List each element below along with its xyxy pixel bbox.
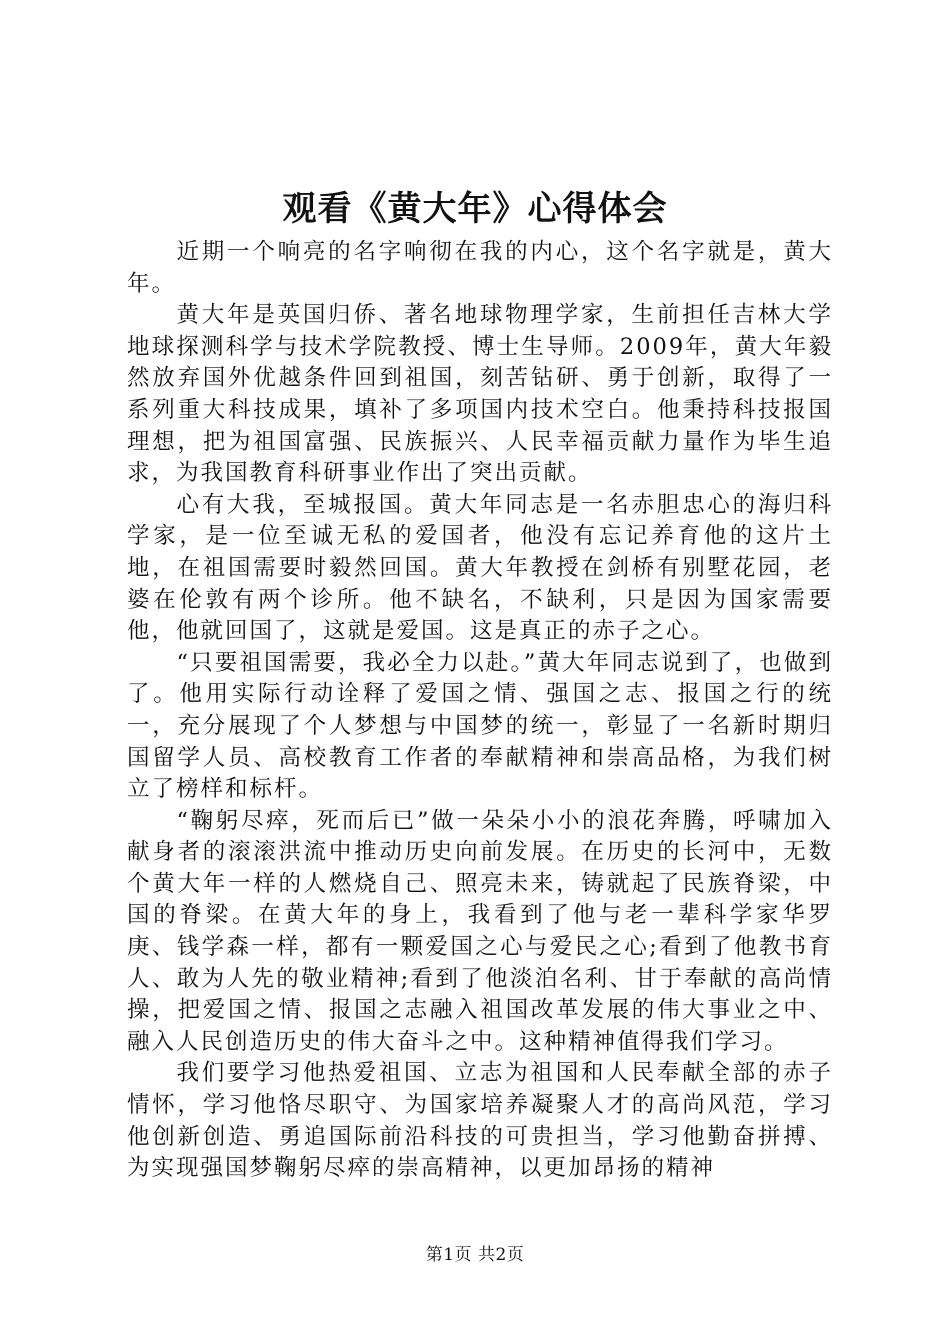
paragraph-2: 黄大年是英国归侨、著名地球物理学家，生前担任吉林大学地球探测科学与技术学院教授、博士生导师。2009年，黄大年毅然放弃国外优越条件回到祖国，刻苦钻研、勇于创新，取得了一系列重大科技成果，填补了多项国内技术空白。他秉持科技报国理想，把为祖国富强、民族振兴、人民幸福贡献力量作为毕生追求，为我国教育科研事业作出了突出贡献。 [127,302,833,487]
paragraph-6: 我们要学习他热爱祖国、立志为祖国和人民奉献全部的赤子情怀，学习他恪尽职守、为国家培养凝聚人才的高尚风范，学习他创新创造、勇追国际前沿科技的可贵担当，学习他勤奋拼搏、为实现强国梦鞠躬尽瘁的崇高精神，以更加昂扬的精神 [127,1060,833,1182]
document-title: 观看《黄大年》心得体会 [282,189,668,229]
page-footer: 第1页 共2页 [425,1245,525,1265]
paragraph-5: “鞠躬尽瘁，死而后已”做一朵朵小小的浪花奔腾，呼啸加入献身者的滚滚洪流中推动历史向前发展。在历史的长河中，无数个黄大年一样的人燃烧自己、照亮未来，铸就起了民族脊梁，中国的脊梁。在黄大年的身上，我看到了他与老一辈科学家华罗庚、钱学森一样，都有一颗爱国之心与爱民之心;看到了他教书育人、敢为人先的敬业精神;看到了他淡泊名利、甘于奉献的高尚情操，把爱国之情、报国之志融入祖国改革发展的伟大事业之中、融入人民创造历史的伟大奋斗之中。这种精神值得我们学习。 [127,807,833,1055]
paragraph-1: 近期一个响亮的名字响彻在我的内心，这个名字就是，黄大年。 [127,239,833,297]
document-body [127,237,833,1185]
paragraph-3: 心有大我，至城报国。黄大年同志是一名赤胆忠心的海归科学家，是一位至诚无私的爱国者，他没有忘记养育他的这片土地，在祖国需要时毅然回国。黄大年教授在剑桥有别墅花园，老婆在伦敦有两个诊所。他不缺名，不缺利，只是因为国家需要他，他就回国了，这就是爱国。这是真正的赤子之心。 [127,491,833,645]
paragraph-4: “只要祖国需要，我必全力以赴。”黄大年同志说到了，也做到了。他用实际行动诠释了爱国之情、强国之志、报国之行的统一，充分展现了个人梦想与中国梦的统一，彰显了一名新时期归国留学人员、高校教育工作者的奉献精神和崇高品格，为我们树立了榜样和标杆。 [127,649,833,803]
